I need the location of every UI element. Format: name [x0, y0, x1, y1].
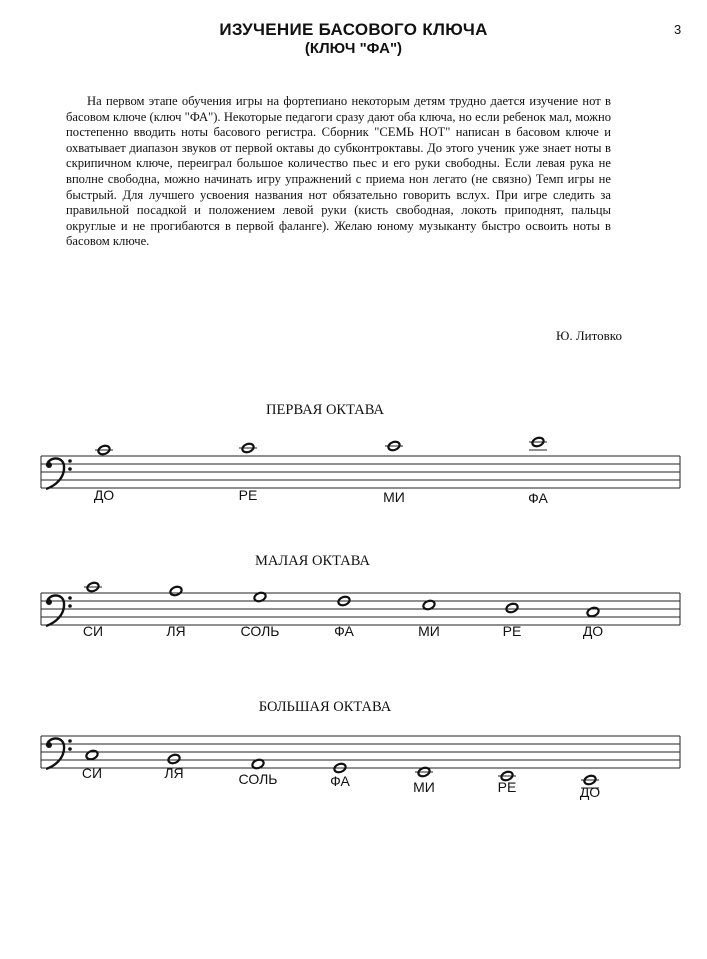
whole-note	[85, 749, 99, 760]
section-title-small-octave: МАЛАЯ ОКТАВА	[255, 553, 370, 569]
note-label: ЛЯ	[166, 623, 186, 639]
bass-clef-dot-icon	[46, 462, 52, 468]
page-title: ИЗУЧЕНИЕ БАСОВОГО КЛЮЧА	[219, 20, 488, 39]
note-label: ДО	[579, 784, 601, 800]
note-label: МИ	[418, 623, 440, 639]
note-label: ДО	[93, 487, 115, 503]
bass-clef-dot-icon	[68, 747, 72, 751]
note-label: ФА	[330, 773, 350, 789]
whole-note	[167, 753, 181, 764]
intro-paragraph: На первом этапе обучения игры на фортепиано некоторым детям трудно дается изучение нот в басовом ключе (ключ "ФА"). Некоторые педагоги сразу дают оба ключа, но если ребенок мал, можно постепенно вводить ноты басового регистра. Сборник "СЕМЬ НОТ" написан в басовом ключе и охватывает диапазон звуков от первой октавы до субконтроктавы. До этого ученик уже знает ноты в скрипичном ключе, переиграл большое количество пьес и его руки свободны. Если левая рука не вполне свободна, можно начинать игру упражнений с приема нон легато (не связно) Темп игры не быстрый. Для лучшего усвоения названия нот обязательно говорить вслух. При игре следить за правильной посадкой и положением левой руки (кисть свободная, локоть приподнят, пальцы округлые и не прогибаются в первой фаланге). Желаю юному музыканту быстро освоить ноты в басовом ключе.	[66, 94, 611, 249]
note-label: СИ	[82, 623, 104, 639]
page-subtitle: (КЛЮЧ "ФА")	[304, 40, 403, 57]
bass-clef-dot-icon	[68, 467, 72, 471]
bass-clef-dot-icon	[68, 604, 72, 608]
page-number: 3	[674, 22, 682, 37]
bass-clef-dot-icon	[68, 596, 72, 600]
section-title-great-octave: БОЛЬШАЯ ОКТАВА	[258, 699, 392, 715]
bass-clef-dot-icon	[68, 739, 72, 743]
whole-note	[505, 602, 519, 613]
note-label: ДО	[582, 623, 604, 639]
note-label: СИ	[81, 765, 103, 781]
bass-clef-dot-icon	[68, 459, 72, 463]
note-label: ФА	[334, 623, 354, 639]
bass-clef-dot-icon	[46, 599, 52, 605]
note-label: СОЛЬ	[240, 623, 280, 639]
note-label: РЕ	[497, 779, 517, 795]
note-label: МИ	[383, 489, 405, 505]
note-label: ЛЯ	[164, 765, 184, 781]
bass-clef-dot-icon	[46, 742, 52, 748]
note-label: СОЛЬ	[238, 771, 278, 787]
author-signature: Ю. Литовко	[556, 328, 622, 343]
whole-note	[586, 606, 600, 617]
whole-note	[169, 585, 183, 596]
note-label: РЕ	[502, 623, 522, 639]
note-label: РЕ	[238, 487, 258, 503]
note-label: ФА	[528, 490, 548, 506]
section-title-first-octave: ПЕРВАЯ ОКТАВА	[266, 402, 384, 418]
note-label: МИ	[413, 779, 435, 795]
